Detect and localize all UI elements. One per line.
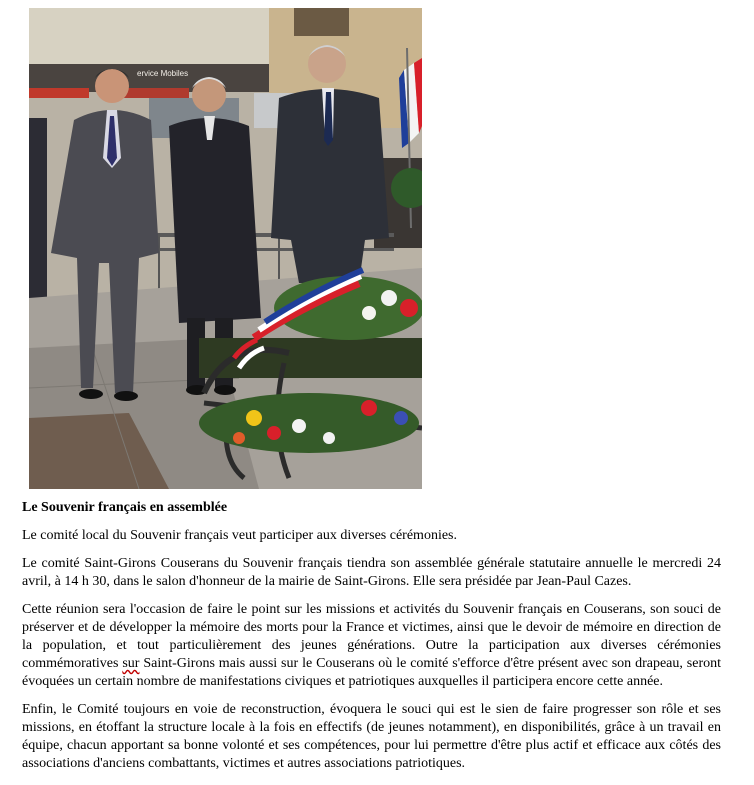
spellcheck-flagged-word[interactable]: sur: [122, 656, 140, 671]
article-lead: Le comité local du Souvenir français veut participer aux diverses cérémonies.: [22, 528, 457, 543]
article-paragraph-3: Enfin, le Comité toujours en voie de reconstruction, évoquera le souci qui est le sien de faire progresser son rôle et ses missions, en étoffant la structure locale à la fois en effectifs (de jeunes notamment), en disponibilités, grâce à un travail en équipe, chacun apportant sa bonne volonté et ses compétences, pour lui permettre d'être plus actif et efficace aux côtés des associations d'anciens combattants, victimes et autres associations patriotiques.: [22, 702, 721, 771]
article-paragraph-2: [22, 601, 721, 691]
article-headline: Le Souvenir français en assemblée: [22, 500, 228, 515]
article-body: [22, 498, 721, 773]
shop-sign: ervice Mobiles: [137, 69, 189, 78]
paragraph-2-text-start: Cette réunion sera l'occasion de faire le point sur les missions et activités du Souvenir français en Couserans, son souci de préserver et de développer la mémoire des morts pour la France et victimes, ainsi que le devoir de mémoire en direction de la population, et tout particulièrement des jeunes générations. Outre la participation aux diverses cérémonies commémoratives: [22, 602, 721, 671]
paragraph-2-text-end: Saint-Girons mais aussi sur le Couserans où le comité s'efforce d'être présent avec son drapeau, seront évoquées un certain nombre de manifestations civiques et patriotiques auxquelles il participera encore cette année.: [22, 656, 721, 689]
article-photo: [29, 8, 422, 489]
article-paragraph-1: Le comité Saint-Girons Couserans du Souvenir français tiendra son assemblée générale statutaire annuelle le mercredi 24 avril, à 14 h 30, dans le salon d'honneur de la mairie de Saint-Girons. Elle sera présidée par Jean-Paul Cazes.: [22, 556, 721, 589]
